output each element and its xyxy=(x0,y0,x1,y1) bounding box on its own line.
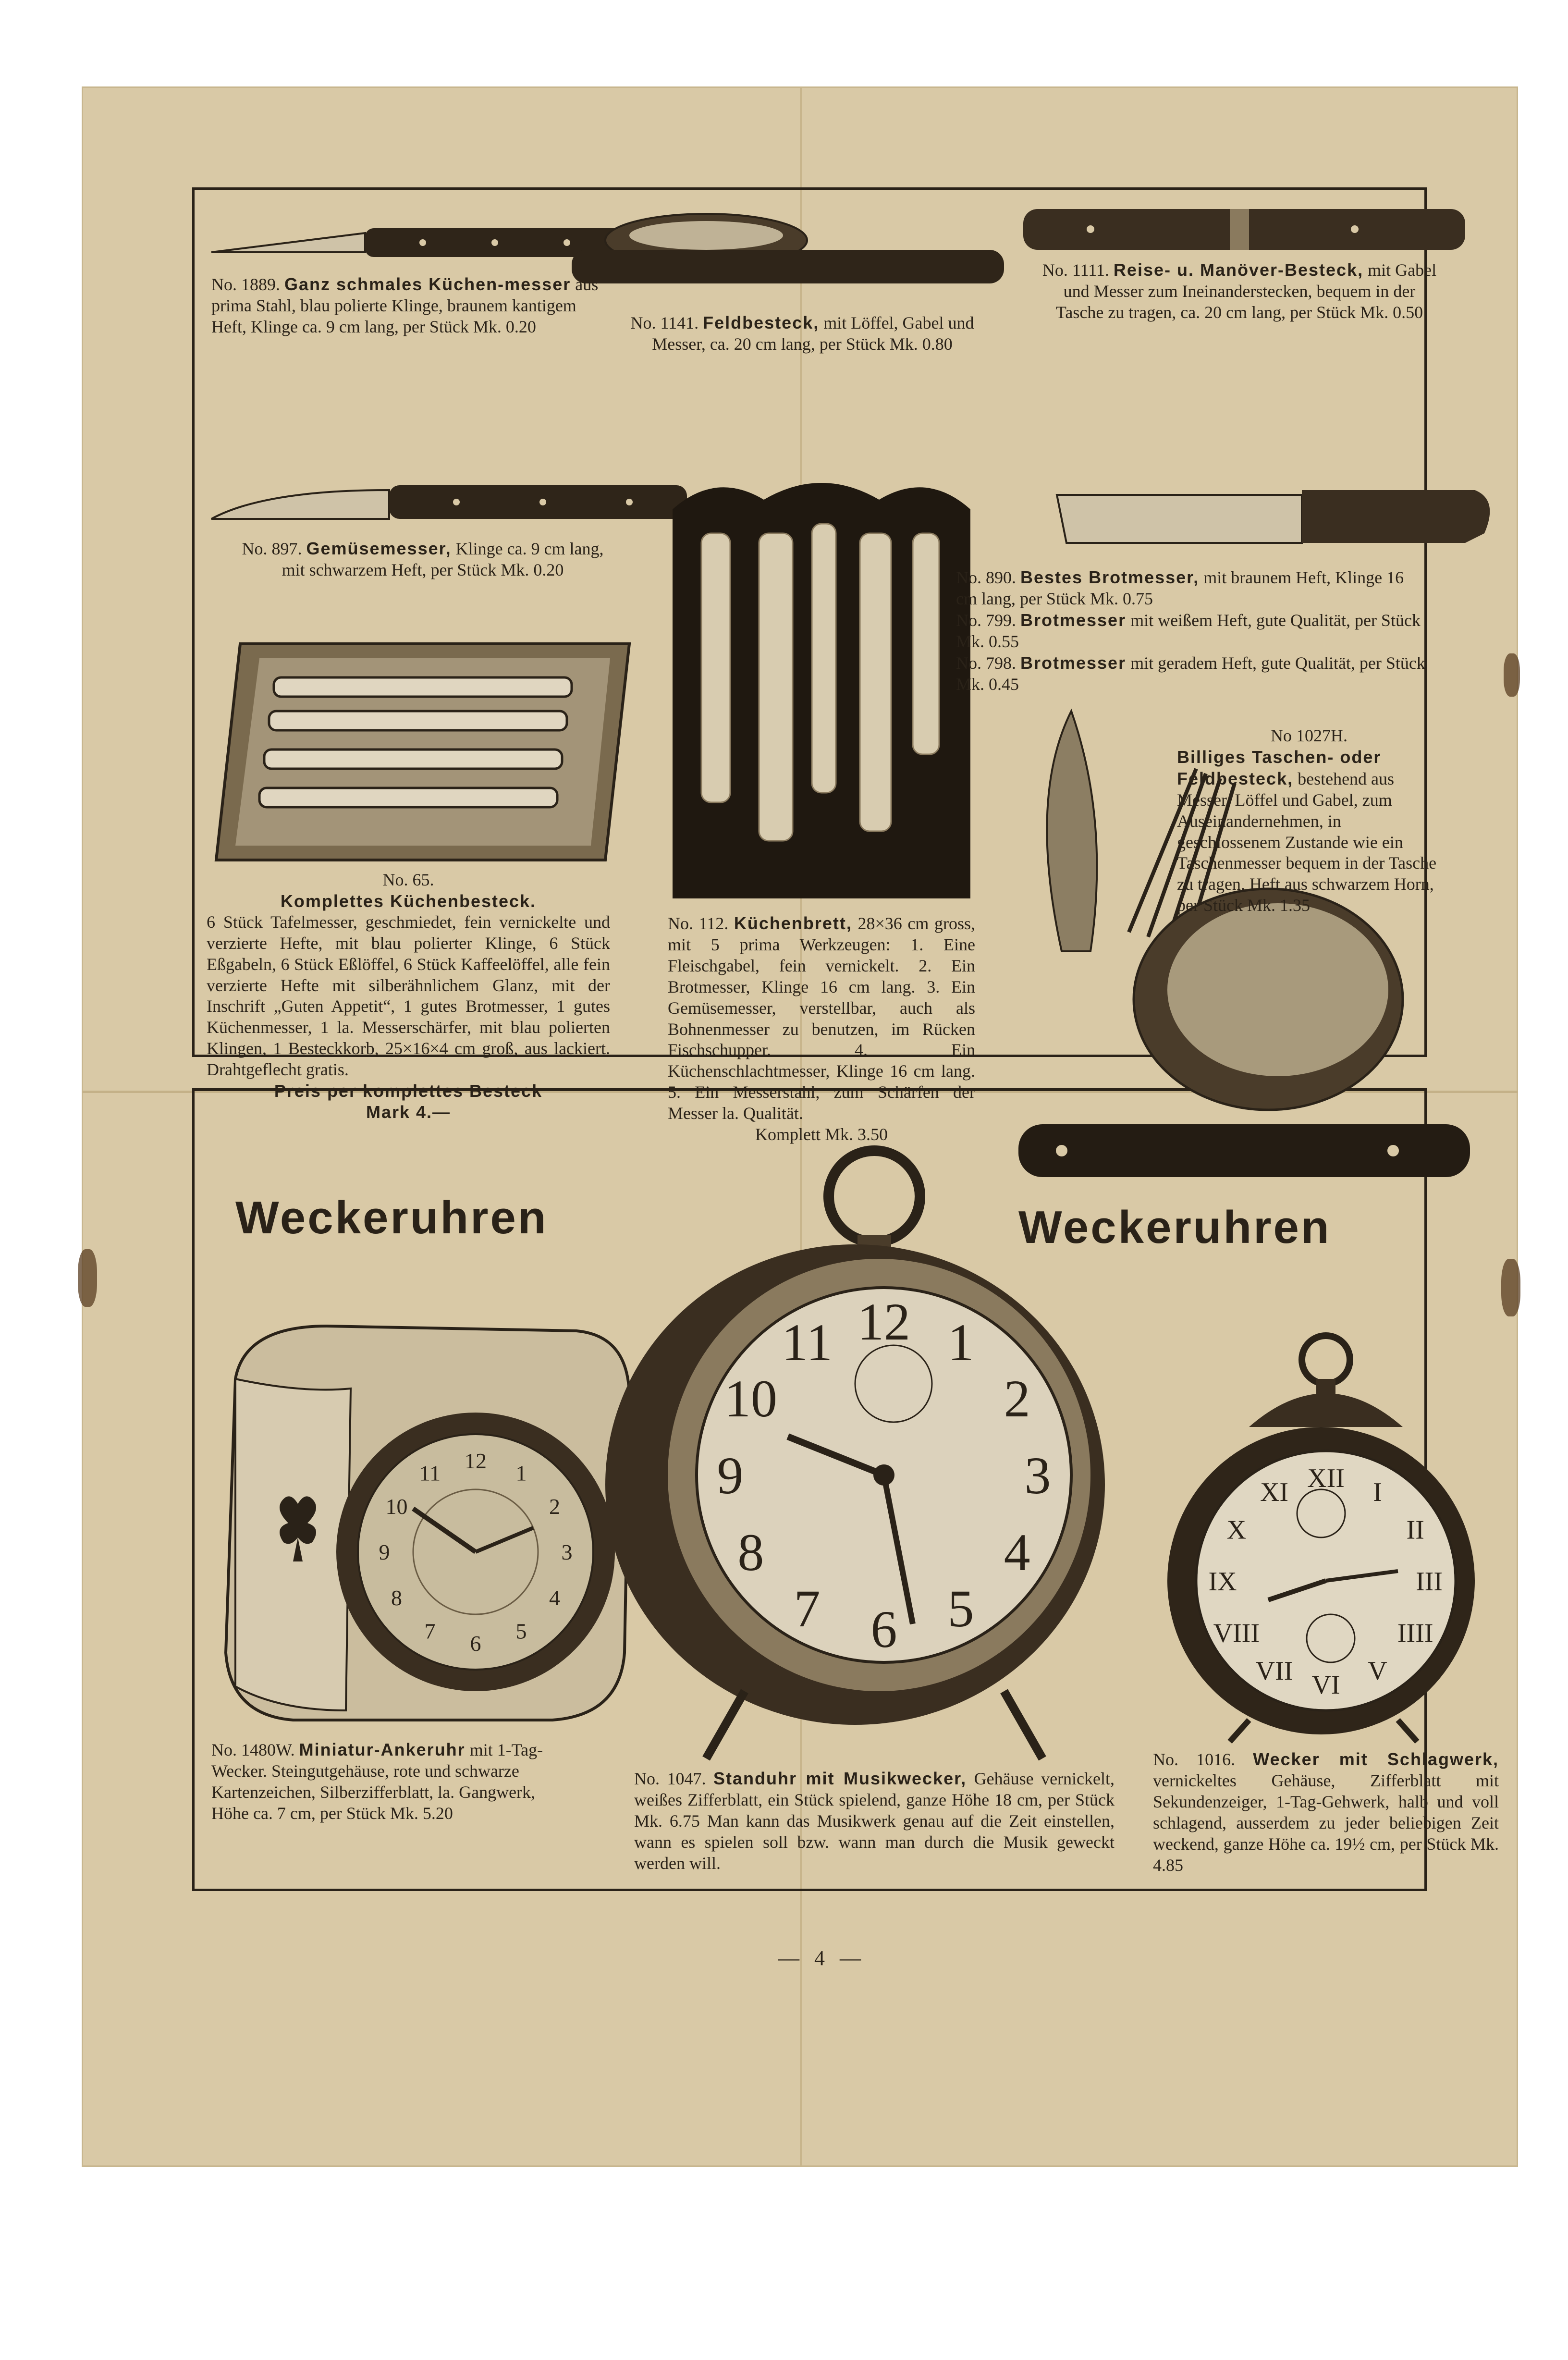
item-price: Mark 4.— xyxy=(366,1102,451,1122)
dial-numeral: V xyxy=(1368,1656,1387,1686)
dial-numeral: 11 xyxy=(419,1461,441,1486)
vegetable-knife-illustration xyxy=(207,471,697,533)
dial-numeral: 7 xyxy=(794,1579,821,1638)
stain-right-1 xyxy=(1504,653,1520,697)
item-description: aus prima Stahl, blau polierte Klinge, braunem kantigem Heft, Klinge ca. 9 cm lang, per Stück Mk. 0.20 xyxy=(211,275,599,336)
item-number: No. 112. xyxy=(668,914,729,933)
travel-cutlery-illustration xyxy=(1018,202,1475,255)
item-name: Brotmesser xyxy=(1020,652,1127,673)
dial-numeral: IIII xyxy=(1397,1618,1433,1648)
bread-knife-illustration xyxy=(1052,480,1499,553)
item-number: No. 1480W. xyxy=(211,1740,295,1759)
item-number: No 1027H. xyxy=(1271,726,1348,745)
stain-right-2 xyxy=(1501,1259,1520,1316)
item-price: Komplett Mk. 3.50 xyxy=(755,1125,888,1144)
item-number: No. 65. xyxy=(382,870,434,889)
dial-numeral: 5 xyxy=(947,1579,974,1638)
item-number: No. 890. xyxy=(956,568,1016,587)
dial-numeral: 8 xyxy=(737,1523,764,1582)
item-name: Brotmesser xyxy=(1020,610,1127,630)
item-number: No. 1111. xyxy=(1042,260,1109,280)
dial-numeral: VI xyxy=(1311,1670,1340,1700)
dial-numeral: X xyxy=(1226,1515,1247,1545)
item-799 xyxy=(956,610,1427,652)
dial-numeral: 12 xyxy=(858,1292,910,1351)
item-1047 xyxy=(634,1768,1115,1874)
item-65 xyxy=(207,870,610,1123)
item-name: Feldbesteck, xyxy=(703,313,820,332)
item-name: Bestes Brotmesser, xyxy=(1020,567,1200,587)
item-description: mit geradem Heft, gute Qualität, per Stück Mk. 0.45 xyxy=(956,653,1425,694)
item-112 xyxy=(668,913,975,1145)
item-name: Wecker mit Schlagwerk, xyxy=(1253,1749,1499,1769)
dial-numeral: I xyxy=(1373,1477,1382,1507)
dial-numeral: 4 xyxy=(549,1586,561,1610)
item-1111 xyxy=(1038,259,1441,323)
kitchen-board-illustration xyxy=(668,471,975,903)
stain-left xyxy=(78,1249,97,1307)
dial-numeral: IX xyxy=(1208,1567,1237,1597)
dial-numeral: 1 xyxy=(515,1461,527,1486)
dial-numeral: 6 xyxy=(470,1631,481,1656)
dial-numeral: 2 xyxy=(549,1494,561,1519)
heading-right: Weckeruhren xyxy=(1018,1202,1331,1253)
item-1889 xyxy=(211,274,605,338)
item-name: Ganz schmales Küchen-messer xyxy=(284,274,571,294)
item-number: No. 1016. xyxy=(1153,1750,1236,1769)
item-number: No. 799. xyxy=(956,610,1016,630)
item-name: Reise- u. Manöver-Besteck, xyxy=(1113,260,1364,280)
music-alarm-clock-illustration xyxy=(586,1139,1119,1782)
catalog-page xyxy=(82,86,1518,2167)
item-number: No. 1047. xyxy=(634,1769,706,1788)
heading-left: Weckeruhren xyxy=(235,1192,548,1243)
item-name: Billiges Taschen- oder Feldbesteck, xyxy=(1177,747,1382,788)
dice-clock-illustration xyxy=(207,1316,639,1730)
item-897 xyxy=(240,538,605,581)
field-cutlery-illustration xyxy=(562,202,1018,293)
dial-numeral: 11 xyxy=(782,1313,833,1372)
dial-numeral: VII xyxy=(1255,1656,1293,1686)
page-number: — 4 — xyxy=(778,1946,866,1970)
dial-numeral: VIII xyxy=(1213,1618,1260,1648)
dial-numeral: 6 xyxy=(870,1600,897,1659)
dial-numeral: 3 xyxy=(561,1540,573,1564)
dial-numeral: XI xyxy=(1260,1477,1289,1507)
item-description: vernickeltes Gehäuse, Zifferblatt mit Sekundenzeiger, 1-Tag-Gehwerk, halb und voll schlagend, ausserdem zu jeder beliebigen Zeit weckend, ganze Höhe ca. 19½ cm, per Stück Mk. 4.85 xyxy=(1153,1770,1499,1875)
item-description: Klinge ca. 9 cm lang, mit schwarzem Heft, per Stück Mk. 0.20 xyxy=(282,539,604,579)
item-description: 28×36 cm gross, mit 5 prima Werkzeugen: 1. Eine Fleischgabel, fein vernickelt. 2. Ein Brotmesser, Klinge 16 cm lang. 3. Ein Gemüsemesser, verstellbar, auch als Bohnenmesser zu benutzen, im Rücken Fischschupper. 4. Ein Küchenschlachtmesser, Klinge 16 cm lang. 5. Ein Messerstahl, zum Schärfen der Messer la. Qualität. xyxy=(668,914,975,1123)
item-798 xyxy=(956,652,1427,695)
item-number: No. 1889. xyxy=(211,275,280,294)
item-name: Küchenbrett, xyxy=(734,913,852,933)
item-number: No. 798. xyxy=(956,653,1016,673)
item-price-label: Preis per komplettes Besteck xyxy=(274,1081,543,1101)
item-890-799-798 xyxy=(956,567,1427,695)
dial-numeral: 2 xyxy=(1004,1369,1030,1428)
dial-numeral: 8 xyxy=(391,1586,402,1610)
item-description: 6 Stück Tafelmesser, geschmiedet, fein vernickelte und verzierte Hefte, mit blau polierter Klinge, 6 Stück Eßgabeln, 6 Stück Eßlöffel, 6 Stück Kaffeelöffel, alle fein verzierte Hefte mit silberähnlichem Glanz, mit der Inschrift „Guten Appetit“, 1 gutes Brotmesser, 1 gutes Küchenmesser, 1 la. Messerschärfer, mit blau polierten Klingen, 1 Besteckkorb, 25×16×4 cm groß, aus lackiert. Drahtgeflecht gratis. xyxy=(207,912,610,1080)
dial-numeral: 1 xyxy=(947,1313,974,1372)
dial-numeral: 4 xyxy=(1004,1523,1030,1582)
item-name: Komplettes Küchenbesteck. xyxy=(280,891,537,911)
dial-numeral: 7 xyxy=(424,1619,436,1644)
dial-numeral: 5 xyxy=(515,1619,527,1644)
dial-numeral: III xyxy=(1416,1567,1443,1597)
item-description: mit Löffel, Gabel und Messer, ca. 20 cm lang, per Stück Mk. 0.80 xyxy=(652,313,974,354)
dial-numeral: II xyxy=(1406,1515,1424,1545)
item-name: Gemüsemesser, xyxy=(306,539,452,558)
dial-numeral: 10 xyxy=(385,1494,408,1519)
item-description: mit 1-Tag-Wecker. Steingutgehäuse, rote und schwarze Kartenzeichen, Silberzifferblatt, la. Gangwerk, Höhe ca. 7 cm, per Stück Mk. 5.20 xyxy=(211,1740,543,1823)
item-number: No. 897. xyxy=(242,539,302,558)
dial-numeral: 10 xyxy=(724,1369,777,1428)
item-name: Miniatur-Ankeruhr xyxy=(299,1740,466,1759)
dial-numeral: XII xyxy=(1307,1463,1345,1493)
dial-numeral: 9 xyxy=(379,1540,390,1564)
item-description: mit braunem Heft, Klinge 16 cm lang, per Stück Mk. 0.75 xyxy=(956,568,1404,608)
item-number: No. 1141. xyxy=(630,313,699,332)
item-description: mit weißem Heft, gute Qualität, per Stück Mk. 0.55 xyxy=(956,610,1421,651)
item-890 xyxy=(956,567,1427,610)
item-description: mit Gabel und Messer zum Ineinanderstecken, bequem in der Tasche zu tragen, ca. 20 cm lang, per Stück Mk. 0.50 xyxy=(1055,260,1437,322)
item-1141 xyxy=(620,312,985,355)
item-1016 xyxy=(1153,1749,1499,1876)
item-description: bestehend aus Messer, Löffel und Gabel, zum Auseinandernehmen, in geschlossenem Zustande wie ein Taschenmesser bequem in der Tasche zu tragen. Heft aus schwarzem Horn, per Stück Mk. 1.35 xyxy=(1177,769,1437,915)
dial-numeral: 12 xyxy=(465,1449,487,1473)
dial-numeral: 9 xyxy=(717,1446,744,1505)
item-description: Gehäuse vernickelt, weißes Zifferblatt, ein Stück spielend, ganze Höhe 18 cm, per Stück Mk. 6.75 Man kann das Musikwerk genau auf die Zeit einstellen, wann es spielen soll bzw. wann man durch die Musik geweckt werden will. xyxy=(634,1769,1115,1873)
item-name: Standuhr mit Musikwecker, xyxy=(713,1769,967,1788)
item-1480w xyxy=(211,1739,576,1824)
item-1027h xyxy=(1177,725,1441,916)
cutlery-box-illustration xyxy=(207,634,639,870)
dial-numeral: 3 xyxy=(1024,1446,1051,1505)
striking-alarm-clock-illustration xyxy=(1158,1331,1484,1744)
